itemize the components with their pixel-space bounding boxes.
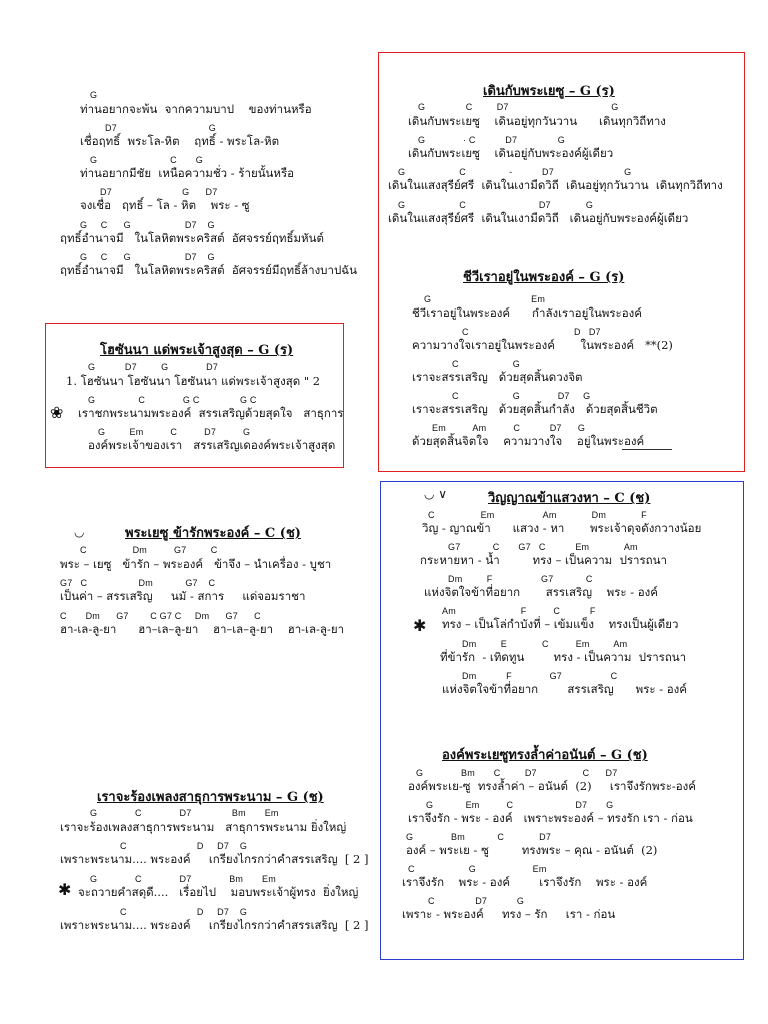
song3-title: พระเยซู ข้ารักพระองค์ – C (ช) xyxy=(125,526,301,541)
lyric-line: พระ – เยซู ข้ารัก – พระองค์ ข้าจึง – นำเครื่อง - บูชา xyxy=(60,557,332,571)
lyric-line: แห่งจิตใจข้าที่อยาก สรรเสริญ พระ - องค์ xyxy=(424,585,658,599)
chord-line: G7 C Dm G7 C xyxy=(60,578,216,588)
flower-icon: ❀ xyxy=(50,403,64,422)
smiley-doodle-icon: ◡ xyxy=(74,525,85,539)
chord-line: Dm F G7 C xyxy=(462,671,618,681)
lyric-line: เดินกับพระเยซู เดินอยู่ทุกวันวาน เดินทุกวิถีทาง xyxy=(408,114,666,128)
chord-line: C Dm G7 C xyxy=(80,545,218,555)
lyric-line: ด้วยสุดสิ้นจิตใจ ความวางใจ อยู่ในพระองค์ xyxy=(412,434,645,448)
chord-line: G C G D7 G xyxy=(80,252,215,262)
chord-line: D7 G xyxy=(105,123,216,133)
lyric-line: เดินในแสงสุรีย์ศรี เดินในเงามืดวิถี เดินอยู่กับพระองค์ผู้เดียว xyxy=(388,211,689,225)
chord-line: C Dm G7 C G7 C Dm G7 C xyxy=(60,611,261,621)
lyric-line: 1. โฮซันนา โฮซันนา โฮซันนา แด่พระเจ้าสูงสุด " 2 xyxy=(66,374,321,388)
chord-line: G Em C D7 G xyxy=(426,800,614,810)
lyric-line: จะถวายคำสดุดี.... เรื่อยไป มอบพระเจ้าผู้ทรง ยิ่งใหญ่ xyxy=(78,885,359,899)
lyric-line: องค์ – พระเย - ซู ทรงพระ – คุณ - อนันต์ (2) xyxy=(406,843,658,857)
lyric-line: ฤทธิ์อำนาจมี ในโลหิตพระคริสต์ อัศจรรย์ฤทธิ์มหันต์ xyxy=(60,231,324,245)
chord-line: G C - D7 G xyxy=(398,167,632,177)
chord-line: C G Em xyxy=(408,864,547,874)
chord-line: C G xyxy=(452,359,520,369)
chord-line: Dm E C Em Am xyxy=(462,639,628,649)
lyric-line: ฤทธิ์อำนาจมี ในโลหิตพระคริสต์ อัศจรรย์มีฤทธิ์ล้างบาปฉัน xyxy=(60,263,357,277)
lyric-line: ที่ข้ารัก - เทิดทูน ทรง - เป็นความ ปรารถนา xyxy=(440,650,687,664)
lyric-line: องค์พระเจ้าของเรา สรรเสริญเดองค์พระเจ้าสูงสุด xyxy=(88,438,336,452)
lyric-line: เราชกพระนามพระองค์ สรรเสริญด้วยสุดใจ สาธุการ xyxy=(78,406,344,420)
smiley-doodle-icon: ◡ ∨ xyxy=(424,487,448,501)
chord-line: G C D7 G xyxy=(418,102,619,112)
song2-title: โฮซันนา แด่พระเจ้าสูงสุด – G (ร) xyxy=(100,343,294,358)
lyric-line: เดินกับพระเยซู เดินอยู่กับพระองค์ผู้เดียว xyxy=(408,146,614,160)
chord-line: G C D7 G xyxy=(398,200,594,210)
lyric-line: เราจะร้องเพลงสาธุการพระนาม สาธุการพระนาม ยิ่งใหญ่ xyxy=(60,820,347,834)
chord-line: C D D7 xyxy=(462,327,601,337)
asterisk-icon: ✱ xyxy=(58,880,72,899)
chord-line: Am F C F xyxy=(442,606,596,616)
song5-title: เดินกับพระเยซู – G (ร) xyxy=(483,84,615,99)
chord-line: G C D7 Bm Em xyxy=(90,808,279,818)
lyric-line: ความวางใจเราอยู่ในพระองค์ ในพระองค์ **(2) xyxy=(412,338,673,352)
lyric-line: วิญ - ญาณข้า แสวง - หา พระเจ้าดุจดังกวางน้อย xyxy=(422,521,702,535)
lyric-line: ท่านอยากมีชัย เหนือความชั่ว - ร้ายนั้นหรือ xyxy=(80,166,295,180)
chord-line: C Em Am Dm F xyxy=(428,510,647,520)
chord-line: G Bm C D7 C D7 xyxy=(416,768,618,778)
song4-title: เราจะร้องเพลงสาธุการพระนาม – G (ช) xyxy=(97,790,324,805)
lyric-line: เพราะ - พระองค์ ทรง – รัก เรา - ก่อน xyxy=(402,907,616,921)
lyric-line: เราจึงรัก พระ - องค์ เราจึงรัก พระ - องค์ xyxy=(402,875,648,889)
chord-line: G C D7 Bm Em xyxy=(90,874,276,884)
asterisk-icon: ✱ xyxy=(413,616,427,635)
chord-line: G C G D7 G xyxy=(80,220,215,230)
lyric-line: ท่านอยากจะพ้น จากความบาป ของท่านหรือ xyxy=(80,102,312,116)
lyric-line: เป็นค่า – สรรเสริญ นมั - สการ แด่จอมราชา xyxy=(60,589,306,603)
chord-line: G C G xyxy=(90,155,203,165)
lyric-line: เราจึงรัก - พระ - องค์ เพราะพระองค์ – ทรงรัก เรา - ก่อน xyxy=(408,811,693,825)
chord-line: G D7 G D7 xyxy=(88,362,219,372)
lyric-line: แห่งจิตใจข้าที่อยาก สรรเสริญ พระ - องค์ xyxy=(442,682,687,696)
chord-line: C D D7 G xyxy=(120,841,248,851)
lyric-line: ทรง – เป็นโล่กำบังที่ – เข้มแข็ง ทรงเป็นผู้เดียว xyxy=(442,617,679,631)
chord-line: C D D7 G xyxy=(120,907,248,917)
chord-line: Dm F G7 C xyxy=(448,574,593,584)
chord-line: G xyxy=(90,90,98,100)
lyric-line: กระหายหา - น้ำ ทรง – เป็นความ ปรารถนา xyxy=(420,553,667,567)
lyric-line: เชื่อฤทธิ์ พระโล-หิต ฤทธิ์ - พระโล-หิต xyxy=(80,134,280,148)
song7-title: วิญญาณข้าแสวงหา – C (ช) xyxy=(488,491,651,506)
chord-line: G Bm C D7 xyxy=(406,832,552,842)
lyric-line: ชีวีเราอยู่ในพระองค์ กำลังเราอยู่ในพระองค์ xyxy=(412,306,642,320)
chord-line: C G D7 G xyxy=(452,391,591,401)
lyric-line: ฮา-เล-ลู-ยา ฮา–เล–ลู-ยา ฮา–เล–ลู-ยา ฮา-เล-ลู-ยา xyxy=(60,622,345,636)
chord-line: Em Am C D7 G xyxy=(432,423,586,433)
chord-line: C D7 G xyxy=(428,896,525,906)
lyric-line: เราจะสรรเสริญ ด้วยสุดสิ้นกำลัง ด้วยสุดสิ้นชีวิต xyxy=(412,402,658,416)
lyric-line: จงเชื่อ ฤทธิ์ – โล - หิต พระ - ซู xyxy=(80,198,250,212)
chord-line: G · C D7 G xyxy=(418,135,565,145)
chord-line: D7 G D7 xyxy=(100,187,218,197)
chord-line: G C G C G C xyxy=(88,395,257,405)
lyric-line: เพราะพระนาม.... พระองค์ เกรียงไกรกว่าคำสรรเสริญ [ 2 ] xyxy=(60,852,369,866)
chord-line: G7 C G7 C Em Am xyxy=(448,542,638,552)
song8-title: องค์พระเยซูทรงล้ำค่าอนันต์ – G (ช) xyxy=(442,748,648,763)
chord-line: G Em C D7 G xyxy=(98,427,251,437)
song6-title: ชีวีเราอยู่ในพระองค์ – G (ร) xyxy=(463,270,625,285)
chord-line: G Em xyxy=(424,294,546,304)
lyric-line: เราจะสรรเสริญ ด้วยสุดสิ้นดวงจิต xyxy=(412,370,583,384)
underline-rule xyxy=(622,449,672,450)
lyric-line: เดินในแสงสุรีย์ศรี เดินในเงามืดวิถี เดินอยู่ทุกวันวาน เดินทุกวิถีทาง xyxy=(388,178,723,192)
lyric-line: องค์พระเย-ซู ทรงล้ำค่า – อนันต์ (2) เราจึงรักพระ-องค์ xyxy=(408,779,696,793)
lyric-line: เพราะพระนาม.... พระองค์ เกรียงไกรกว่าคำสรรเสริญ [ 2 ] xyxy=(60,918,369,932)
